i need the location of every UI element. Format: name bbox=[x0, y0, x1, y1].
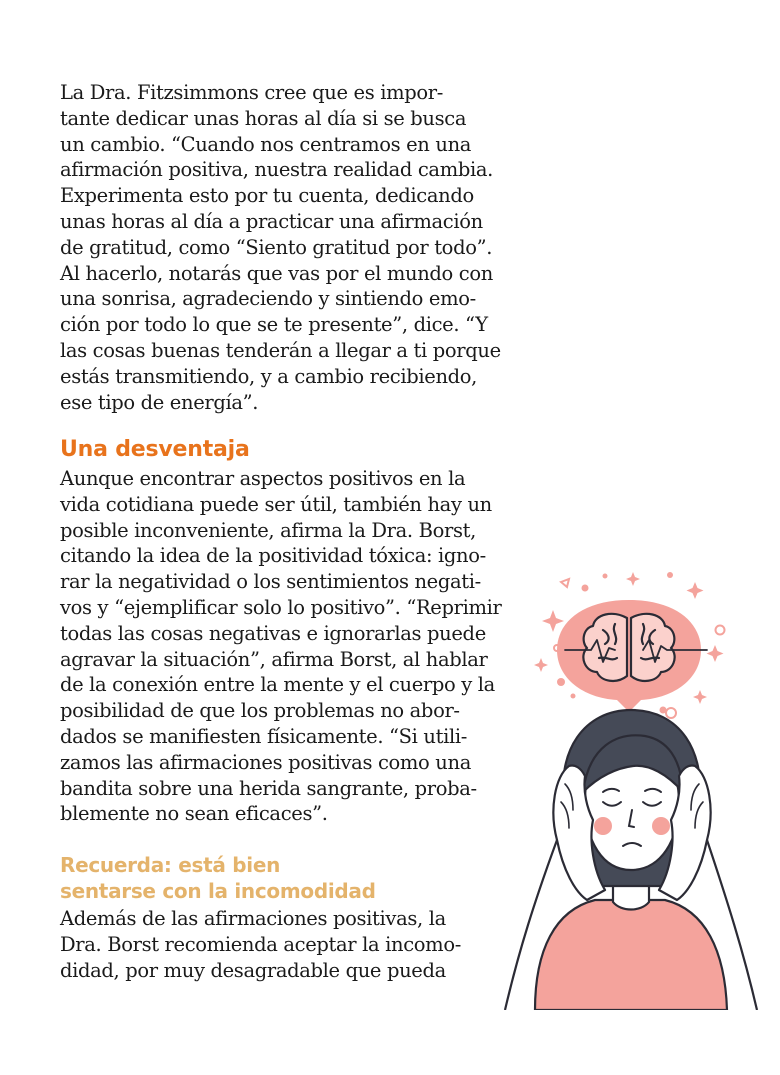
paragraph_2-line: Aunque encontrar aspectos positivos en la bbox=[60, 467, 466, 490]
woman-holding-head-brain-icon bbox=[495, 570, 765, 1010]
paragraph_3-line: Dra. Borst recomienda aceptar la incomo- bbox=[60, 932, 461, 956]
paragraph_1-line: La Dra. Fitzsimmons cree que es impor- bbox=[60, 81, 443, 104]
paragraph-intro bbox=[60, 80, 501, 415]
paragraph_1-line: tante dedicar unas horas al día si se busca bbox=[60, 106, 467, 130]
paragraph_2-line: vos y “ejemplificar solo lo positivo”. “Reprimir bbox=[60, 595, 502, 619]
paragraph_2-line: posible inconveniente, afirma la Dra. Borst, bbox=[60, 518, 476, 542]
paragraph_2-line: dados se manifiesten físicamente. “Si utili- bbox=[60, 724, 467, 748]
paragraph_2-line: bandita sobre una herida sangrante, proba- bbox=[60, 776, 477, 800]
paragraph_1-line: ción por todo lo que se te presente”, dice. “Y bbox=[60, 313, 488, 337]
paragraph_1-line: un cambio. “Cuando nos centramos en una bbox=[60, 132, 472, 156]
paragraph_2-line: citando la idea de la positividad tóxica: igno- bbox=[60, 544, 486, 568]
paragraph_1-line: las cosas buenas tenderán a llegar a ti porque bbox=[60, 338, 501, 362]
heading-una-desventaja: Una desventaja bbox=[60, 437, 250, 462]
paragraph_1-line: Experimenta esto por tu cuenta, dedicando bbox=[60, 184, 474, 208]
paragraph-recuerda bbox=[60, 906, 461, 983]
paragraph_1-line: una sonrisa, agradeciendo y sintiendo emo- bbox=[60, 287, 476, 311]
paragraph_2-line: agravar la situación”, afirma Borst, al hablar bbox=[60, 647, 488, 671]
paragraph_2-line: blemente no sean eficaces”. bbox=[60, 802, 328, 826]
paragraph_1-line: unas horas al día a practicar una afirmación bbox=[60, 209, 483, 233]
paragraph_1-line: estás transmitiendo, y a cambio recibiendo, bbox=[60, 364, 478, 388]
heading-recuerda-line-2: sentarse con la incomodidad bbox=[60, 879, 376, 903]
heading-recuerda-line-1: Recuerda: está bien bbox=[60, 853, 281, 877]
paragraph_2-line: vida cotidiana puede ser útil, también hay un bbox=[60, 492, 492, 516]
paragraph_2-line: posibilidad de que los problemas no abor- bbox=[60, 699, 460, 723]
paragraph_1-line: Al hacerlo, notarás que vas por el mundo con bbox=[60, 261, 493, 285]
paragraph_2-line: zamos las afirmaciones positivas como una bbox=[60, 750, 471, 774]
paragraph_3-line: Además de las afirmaciones positivas, la bbox=[60, 907, 446, 930]
paragraph_1-line: ese tipo de energía”. bbox=[60, 390, 259, 414]
paragraph_3-line: didad, por muy desagradable que pueda bbox=[60, 958, 446, 982]
paragraph_2-line: todas las cosas negativas e ignorarlas puede bbox=[60, 621, 486, 645]
paragraph_2-line: rar la negatividad o los sentimientos negati- bbox=[60, 570, 481, 594]
paragraph_2-line: de la conexión entre la mente y el cuerpo y la bbox=[60, 673, 495, 697]
paragraph_1-line: de gratitud, como “Siento gratitud por todo”. bbox=[60, 235, 493, 259]
paragraph-desventaja bbox=[60, 466, 501, 827]
paragraph_1-line: afirmación positiva, nuestra realidad cambia. bbox=[60, 158, 493, 182]
